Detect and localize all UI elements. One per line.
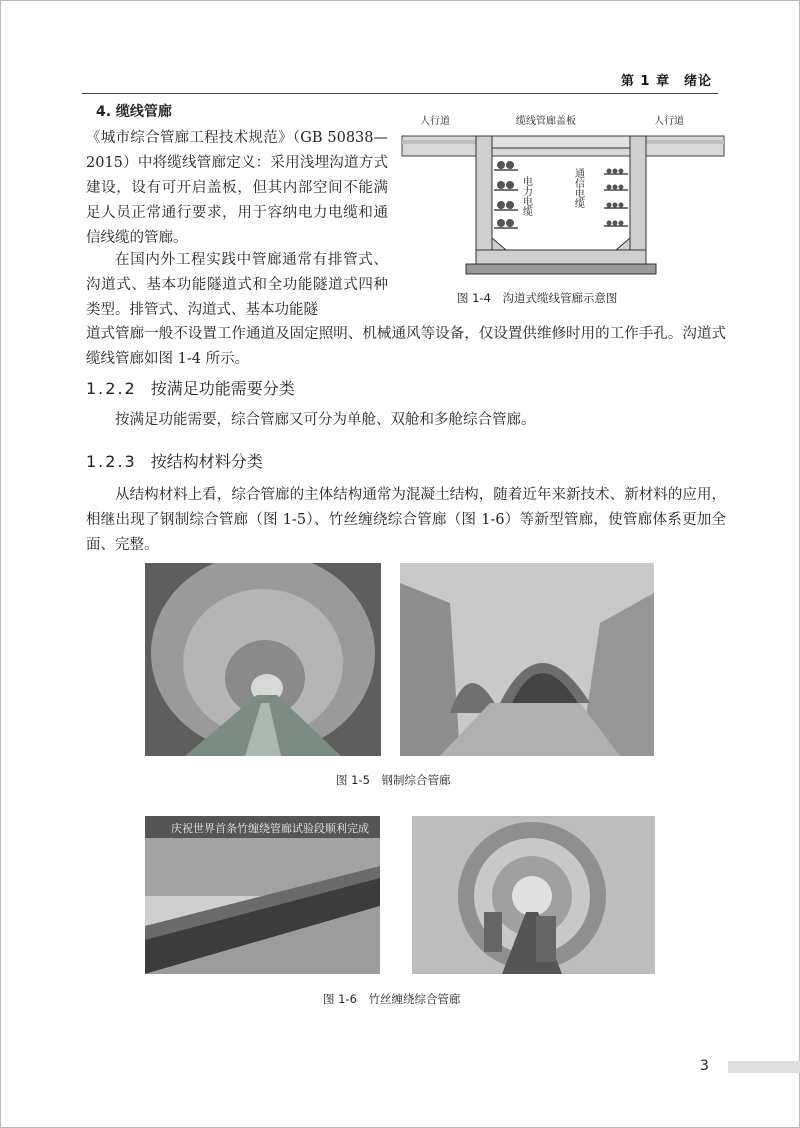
section-title: 按结构材料分类 [150, 452, 263, 471]
photo-steel-tunnel-interior [145, 563, 381, 756]
figure-1-5-caption: 图 1-5 钢制综合管廊 [336, 773, 451, 787]
page-number-bar [728, 1061, 800, 1073]
chapter-header: 第 1 章 绪论 [620, 74, 712, 89]
label-power-cable: 电力电缆 [520, 176, 532, 216]
photo-steel-tunnel-construction [400, 563, 654, 756]
header-rule [82, 93, 718, 94]
section-number: 1.2.3 [86, 452, 137, 471]
label-cover-plate: 缆线管廊盖板 [516, 116, 576, 127]
paragraph-function: 按满足功能需要，综合管廊又可分为单舱、双舱和多舱综合管廊。 [115, 412, 536, 428]
label-sidewalk-right: 人行道 [654, 116, 684, 127]
figure-1-4-caption: 图 1-4 沟道式缆线管廊示意图 [457, 291, 618, 305]
section-title: 按满足功能需要分类 [150, 379, 295, 398]
section-1-2-2-heading [86, 376, 295, 399]
section-number: 1.2.2 [86, 379, 137, 398]
section-heading-4: 4. 缆线管廊 [96, 104, 172, 120]
page-number: 3 [700, 1058, 709, 1074]
paragraph-definition: 《城市综合管廊工程技术规范》（GB 50838—2015）中将缆线管廊定义：采用浅埋沟道方式建设，设有可开启盖板，但其内部空间不能满足人员正常通行要求，用于容纳电力电缆和通信线缆的管廊。 [86, 130, 388, 246]
banner-text: 庆祝世界首条竹缠绕管廊试验段顺利完成 [171, 822, 369, 835]
paragraph-types-b: 道式管廊一般不设置工作通道及固定照明、机械通风等设备，仅设置供维修时用的工作手孔。沟道式缆线管廊如图 1-4 所示。 [86, 326, 726, 367]
photo-bamboo-pipe-outdoor [145, 816, 380, 974]
paragraph-types-a: 在国内外工程实践中管廊通常有排管式、沟道式、基本功能隧道式和全功能隧道式四种类型。排管式、沟道式、基本功能隧 [86, 252, 388, 318]
figure-1-6-caption: 图 1-6 竹丝缠绕综合管廊 [323, 992, 461, 1006]
label-comm-cable: 通信电缆 [572, 168, 584, 208]
figure-1-4-diagram [398, 110, 728, 282]
section-1-2-3-heading [86, 449, 263, 472]
photo-bamboo-pipe-interior [412, 816, 655, 974]
label-sidewalk-left: 人行道 [420, 116, 450, 127]
paragraph-material: 从结构材料上看，综合管廊的主体结构通常为混凝土结构，随着近年来新技术、新材料的应用，相继出现了钢制综合管廊（图 1-5）、竹丝缠绕综合管廊（图 1-6）等新型管廊，使管廊体系更加全面、完整。 [86, 487, 726, 553]
